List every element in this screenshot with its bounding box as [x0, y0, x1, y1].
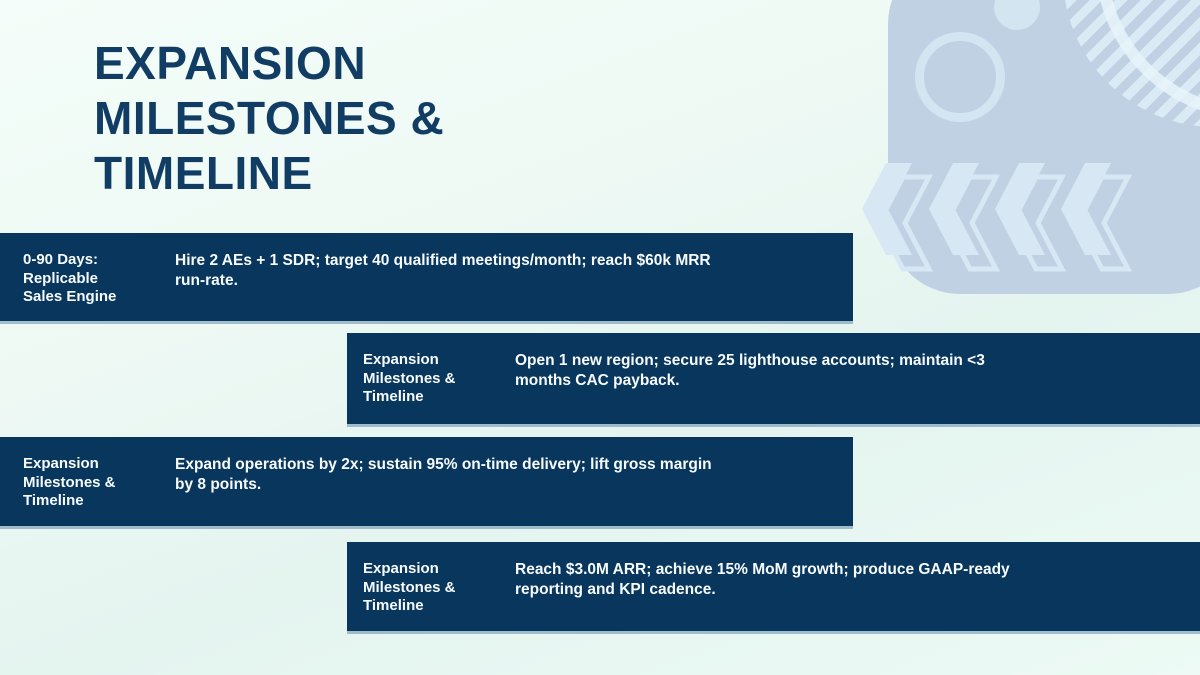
label-line: Timeline — [23, 492, 84, 509]
milestone-description: Expand operations by 2x; sustain 95% on-time delivery; lift gross margin by 8 points. — [175, 456, 712, 493]
chevrons-left-icon — [856, 148, 1186, 278]
label-line: Expansion — [363, 560, 439, 577]
label-line: Replicable — [23, 269, 99, 287]
milestone-label — [23, 233, 161, 307]
milestone-description: Reach $3.0M ARR; achieve 15% MoM growth; produce GAAP-ready reporting and KPI cadence. — [515, 561, 1010, 598]
label-line: 0-90 Days: — [23, 251, 99, 268]
milestone-bar-2 — [347, 333, 1200, 424]
title-line: TIMELINE — [94, 147, 313, 199]
label-line: Milestones & — [23, 473, 116, 491]
milestone-bar-4 — [347, 542, 1200, 631]
milestone-label — [363, 333, 501, 407]
ring-shape — [915, 32, 1005, 122]
label-line: Milestones & — [363, 369, 456, 387]
milestone-label — [23, 437, 161, 511]
label-line: Timeline — [363, 597, 424, 614]
label-line: Milestones & — [363, 578, 456, 596]
title-line: MILESTONES & — [94, 92, 445, 144]
milestone-bar-3 — [0, 437, 853, 526]
label-line: Sales Engine — [23, 288, 117, 305]
slide-title — [94, 36, 444, 201]
milestone-label — [363, 542, 501, 616]
milestone-description: Hire 2 AEs + 1 SDR; target 40 qualified meetings/month; reach $60k MRR run-rate. — [175, 252, 711, 289]
milestone-bar-1 — [0, 233, 853, 321]
title-line: EXPANSION — [94, 37, 367, 89]
milestone-description: Open 1 new region; secure 25 lighthouse accounts; maintain <3 months CAC payback. — [515, 352, 985, 389]
label-line: Timeline — [363, 388, 424, 405]
label-line: Expansion — [23, 455, 99, 472]
label-line: Expansion — [363, 351, 439, 368]
